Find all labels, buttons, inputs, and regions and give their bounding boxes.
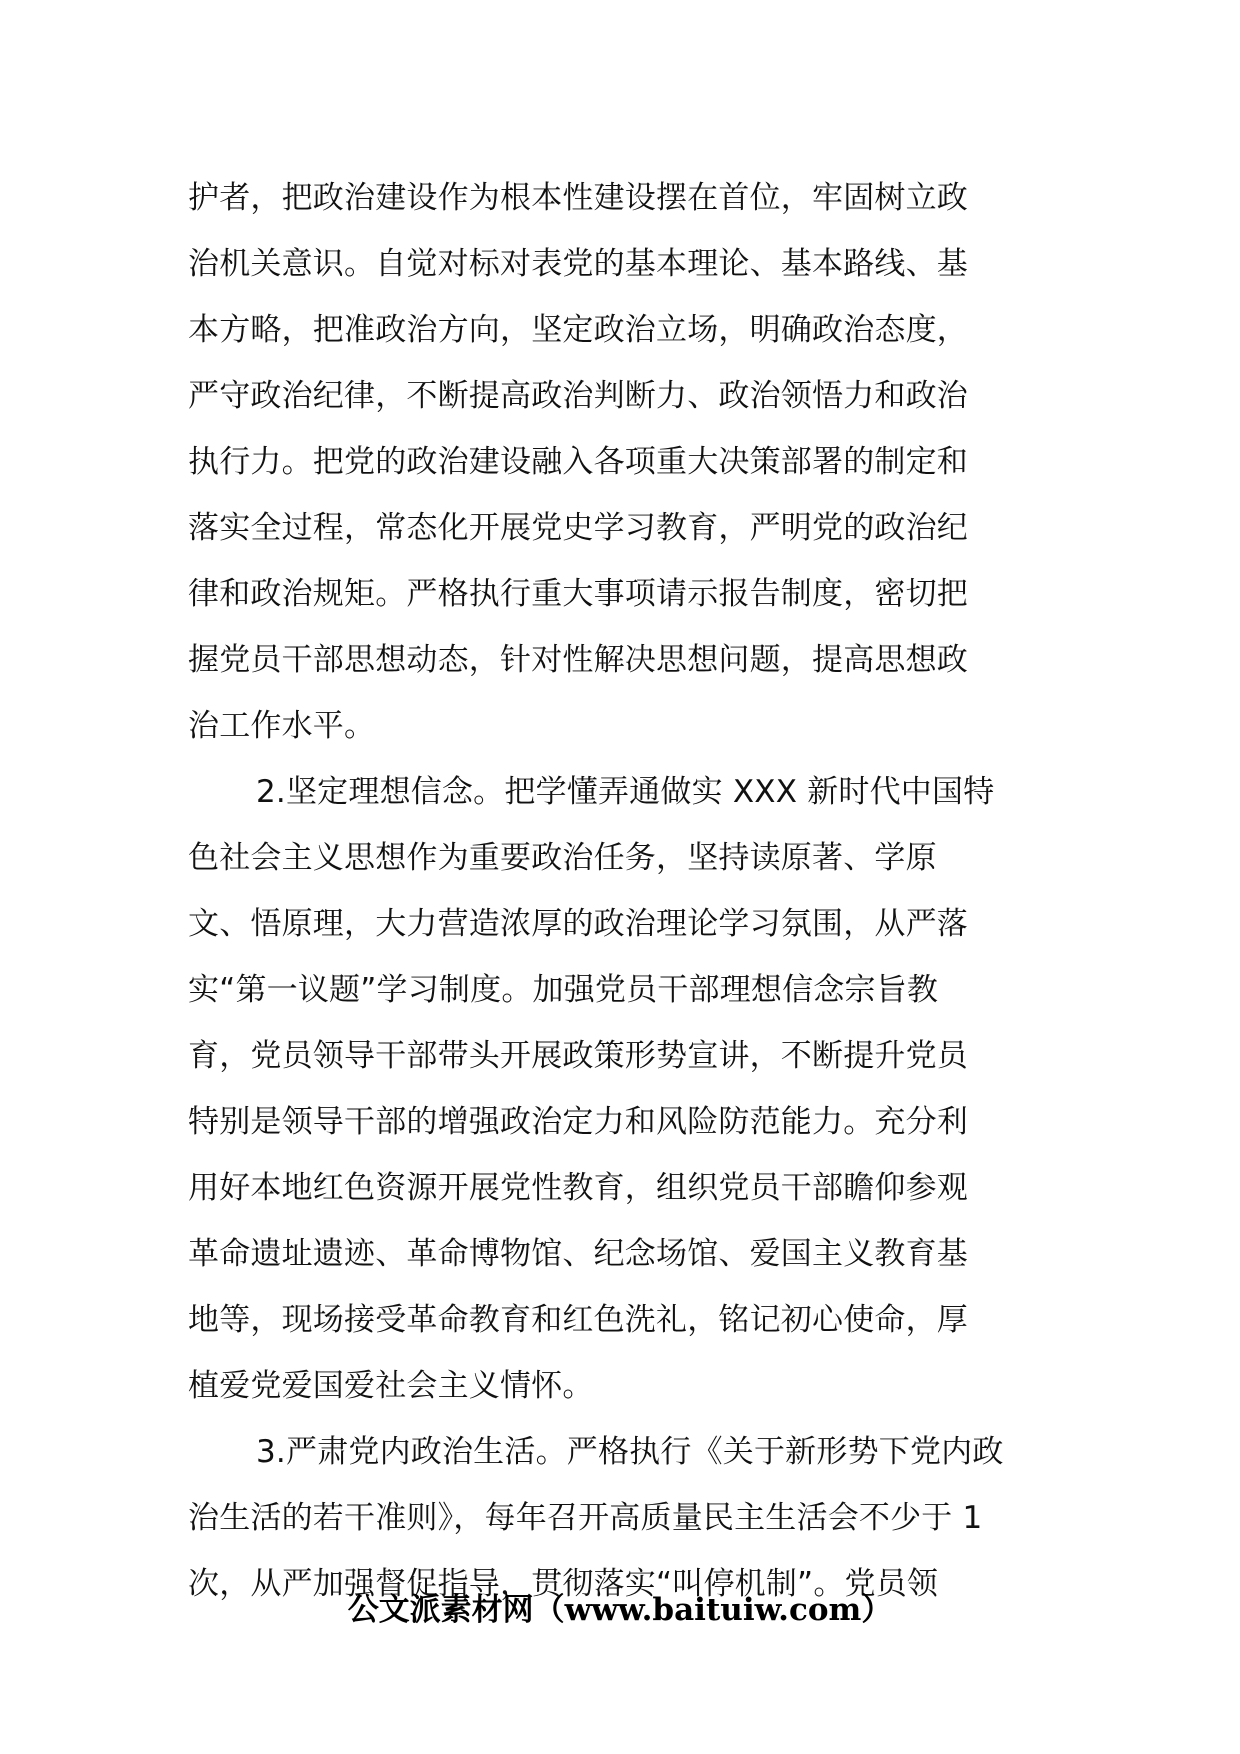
text-line: 护者，把政治建设作为根本性建设摆在首位，牢固树立政 [188,180,968,216]
text-line: 文、悟原理，大力营造浓厚的政治理论学习氛围，从严落 [188,906,968,942]
text-line: 治工作水平。 [188,708,376,744]
text-line: 2.坚定理想信念。把学懂弄通做实 XXX 新时代中国特 [256,774,995,810]
text-line: 植爱党爱国爱社会主义情怀。 [188,1368,594,1404]
text-line: 次，从严加强督促指导，贯彻落实“叫停机制”。党员领 [188,1566,939,1602]
text-line: 严守政治纪律，不断提高政治判断力、政治领悟力和政治 [188,378,968,414]
text-line: 握党员干部思想动态，针对性解决思想问题，提高思想政 [188,642,968,678]
text-line: 地等，现场接受革命教育和红色洗礼，铭记初心使命，厚 [188,1302,968,1338]
text-line: 实“第一议题”学习制度。加强党员干部理想信念宗旨教 [188,972,939,1008]
text-line: 用好本地红色资源开展党性教育，组织党员干部瞻仰参观 [188,1170,968,1206]
page-footer: 公文派素材网（www.baituiw.com） [347,1592,893,1628]
text-line: 执行力。把党的政治建设融入各项重大决策部署的制定和 [188,444,968,480]
text-line: 3.严肃党内政治生活。严格执行《关于新形势下党内政 [256,1434,1004,1470]
text-line: 本方略，把准政治方向，坚定政治立场，明确政治态度， [188,312,968,348]
text-line: 革命遗址遗迹、革命博物馆、纪念场馆、爱国主义教育基 [188,1236,968,1272]
text-line: 色社会主义思想作为重要政治任务，坚持读原著、学原 [188,840,937,876]
text-line: 育，党员领导干部带头开展政策形势宣讲，不断提升党员 [188,1038,968,1074]
text-line: 治机关意识。自觉对标对表党的基本理论、基本路线、基 [188,246,968,282]
text-line: 落实全过程，常态化开展党史学习教育，严明党的政治纪 [188,510,968,546]
text-line: 治生活的若干准则》，每年召开高质量民主生活会不少于 1 [188,1500,983,1536]
text-line: 律和政治规矩。严格执行重大事项请示报告制度，密切把 [188,576,968,612]
document-body [188,165,1058,1617]
text-line: 特别是领导干部的增强政治定力和风险防范能力。充分利 [188,1104,968,1140]
